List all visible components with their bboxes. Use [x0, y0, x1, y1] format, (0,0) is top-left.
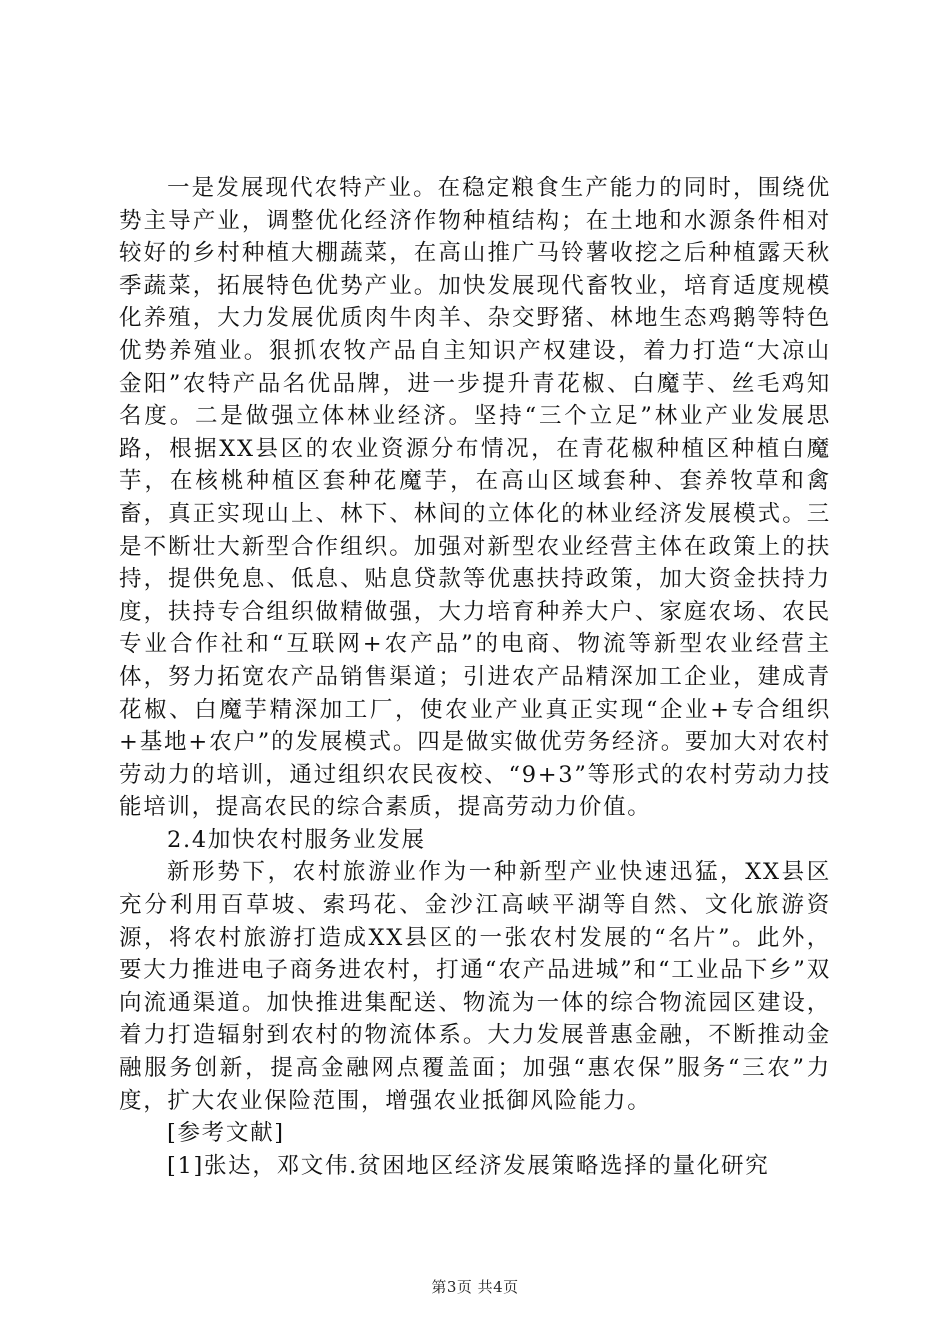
paragraph-rural-services: 新形势下，农村旅游业作为一种新型产业快速迅猛，XX县区充分利用百草坡、索玛花、金沙江高峡平湖等自然、文化旅游资源，将农村旅游打造成XX县区的一张农村发展的“名片”。此外，要大力推进电子商务进农村，打通“农产品进城”和“工业品下乡”双向流通渠道。加快推进集配送、物流为一体的综合物流园区建设，着力打造辐射到农村的物流体系。大力发展普惠金融，不断推动金融服务创新，提高金融网点覆盖面；加强“惠农保”服务“三农”力度，扩大农业保险范围，增强农业抵御风险能力。: [119, 859, 831, 1114]
section-heading: 2.4加快农村服务业发展: [167, 826, 426, 853]
page-number-footer: 第3页 共4页: [431, 1278, 519, 1296]
references-heading: [参考文献]: [167, 1120, 285, 1147]
reference-item: [1]张达，邓文伟.贫困地区经济发展策略选择的量化研究: [167, 1152, 770, 1179]
page-body: [119, 172, 831, 1182]
paragraph-agriculture-industry: 一是发展现代农特产业。在稳定粮食生产能力的同时，围绕优势主导产业，调整优化经济作物种植结构；在土地和水源条件相对较好的乡村种植大棚蔬菜，在高山推广马铃薯收挖之后种植露天秋季蔬菜，拓展特色优势产业。加快发展现代畜牧业，培育适度规模化养殖，大力发展优质肉牛肉羊、杂交野猪、林地生态鸡鹅等特色优势养殖业。狠抓农牧产品自主知识产权建设，着力打造“大凉山金阳”农特产品名优品牌，进一步提升青花椒、白魔芋、丝毛鸡知名度。二是做强立体林业经济。坚持“三个立足”林业产业发展思路，根据XX县区的农业资源分布情况，在青花椒种植区种植白魔芋，在核桃种植区套种花魔芋，在高山区域套种、套养牧草和禽畜，真正实现山上、林下、林间的立体化的林业经济发展模式。三是不断壮大新型合作组织。加强对新型农业经营主体在政策上的扶持，提供免息、低息、贴息贷款等优惠扶持政策，加大资金扶持力度，扶持专合组织做精做强，大力培育种养大户、家庭农场、农民专业合作社和“互联网+农产品”的电商、物流等新型农业经营主体，努力拓宽农产品销售渠道；引进农产品精深加工企业，建成青花椒、白魔芋精深加工厂，使农业产业真正实现“企业+专合组织+基地+农户”的发展模式。四是做实做优劳务经济。要加大对农村劳动力的培训，通过组织农民夜校、“9+3”等形式的农村劳动力技能培训，提高农民的综合素质，提高劳动力价值。: [119, 175, 831, 821]
